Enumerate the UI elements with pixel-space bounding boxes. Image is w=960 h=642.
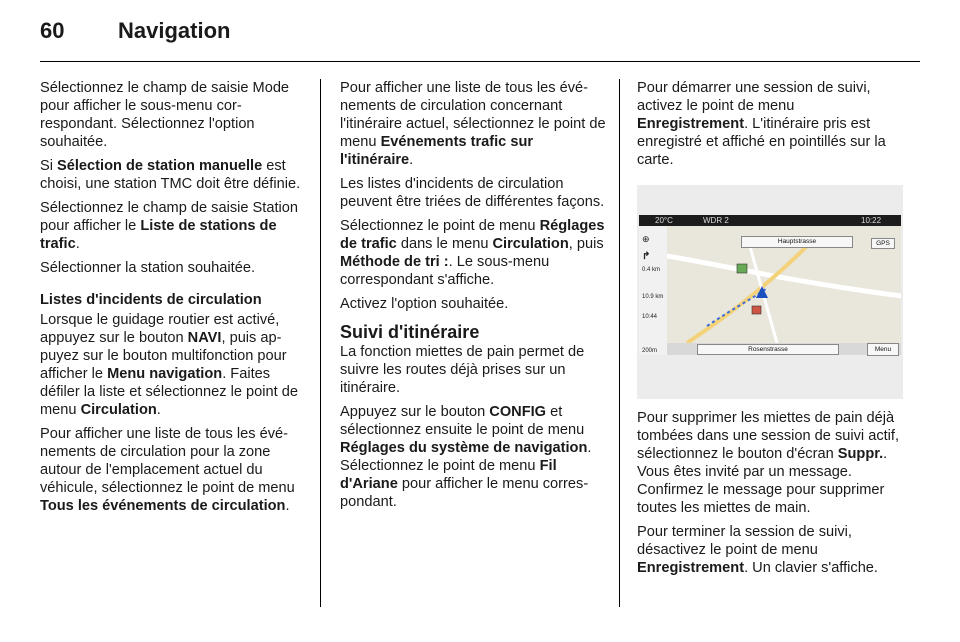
column-divider — [619, 79, 620, 607]
temperature: 20°C — [655, 216, 673, 225]
paragraph: Sélectionnez le champ de saisie Station pour afficher le Liste de stations de trafic. — [40, 200, 298, 252]
remaining-distance: 10.9 km — [642, 294, 664, 300]
gps-button[interactable]: GPS — [871, 238, 895, 249]
radio-station: WDR 2 — [703, 216, 729, 225]
status-bar — [639, 215, 901, 226]
paragraph: Pour afficher une liste de tous les événements de circulation pour la zone autour de l'emplacement actuel du véhicule, sélectionnez le point de menu Tous les événements de circulation. — [40, 426, 295, 514]
paragraph: Sélectionnez le point de menu Réglages de trafic dans le menu Circulation, puis Méthode de tri :. Le sous-menu correspondant s'affiche. — [340, 218, 605, 288]
map-view[interactable] — [667, 226, 901, 343]
map-scale: 200m — [642, 348, 658, 354]
paragraph: Si Sélection de station manuelle est choisi, une station TMC doit être définie. — [40, 158, 301, 192]
paragraph: Pour supprimer les miettes de pain déjà tombées dans une session de suivi actif, sélectionnez le bouton d'écran Suppr.. Vous êtes invité par un message. Confirmez le message pour supprimer toutes les miettes de main. — [637, 410, 900, 516]
page-number: 60 — [40, 18, 65, 43]
paragraph: Lorsque le guidage routier est activé, appuyez sur le bouton NAVI, puis appuyez sur le bouton multifonction pour afficher le Menu navigation. Faites défiler la liste et sélectionnez le point de menu Circulation. — [40, 312, 298, 418]
turn-distance: 0.4 km — [642, 267, 661, 273]
navigation-screen-figure — [637, 185, 903, 399]
paragraph: Les listes d'incidents de circulation peuvent être triées de différentes façons. — [340, 176, 605, 210]
column-1 — [40, 79, 308, 521]
clock: 10:22 — [861, 216, 882, 225]
paragraph: Sélectionnez le champ de saisie Mode pour afficher le sous-menu correspondant. Sélectionnez l'option souhaitée. — [40, 80, 290, 150]
paragraph: Pour afficher une liste de tous les événements de circulation concernant l'itinéraire actuel, sélectionnez le point de menu Evénements trafic sur l'itinéraire. — [340, 80, 606, 168]
column-divider — [320, 79, 321, 607]
paragraph: Pour terminer la session de suivi, désactivez le point de menu Enregistrement. Un clavier s'affiche. — [637, 524, 878, 576]
section-heading: Suivi d'itinéraire — [340, 322, 480, 342]
current-street-bottom: Rosenstrasse — [697, 344, 839, 355]
paragraph: Sélectionner la station souhaitée. — [40, 260, 255, 276]
column-2 — [340, 79, 608, 517]
navigation-screen — [639, 215, 901, 355]
paragraph: Activez l'option souhaitée. — [340, 296, 509, 312]
paragraph: Pour démarrer une session de suivi, activez le point de menu Enregistrement. L'itinéraire pris est enregistré et affiché en pointillés sur la carte. — [637, 80, 886, 168]
header-rule — [40, 61, 920, 62]
compass-icon: ⊕ — [642, 234, 650, 244]
turn-arrow-icon: ↱ — [642, 251, 651, 262]
bottom-bar — [667, 343, 901, 355]
page-title: Navigation — [118, 18, 231, 43]
route-info-panel — [639, 226, 668, 355]
menu-button[interactable]: Menu — [867, 343, 899, 356]
arrival-time: 10:44 — [642, 314, 658, 320]
paragraph: La fonction miettes de pain permet de suivre les routes déjà prises sur un itinéraire. — [340, 344, 585, 396]
section-subheading: Listes d'incidents de circulation — [40, 292, 262, 308]
column-3 — [637, 79, 903, 583]
paragraph: Appuyez sur le bouton CONFIG et sélectionnez ensuite le point de menu Réglages du système de navigation. Sélectionnez le point de menu Fil d'Ariane pour afficher le menu correspondant. — [340, 404, 592, 510]
current-street-top: Hauptstrasse — [741, 236, 853, 248]
